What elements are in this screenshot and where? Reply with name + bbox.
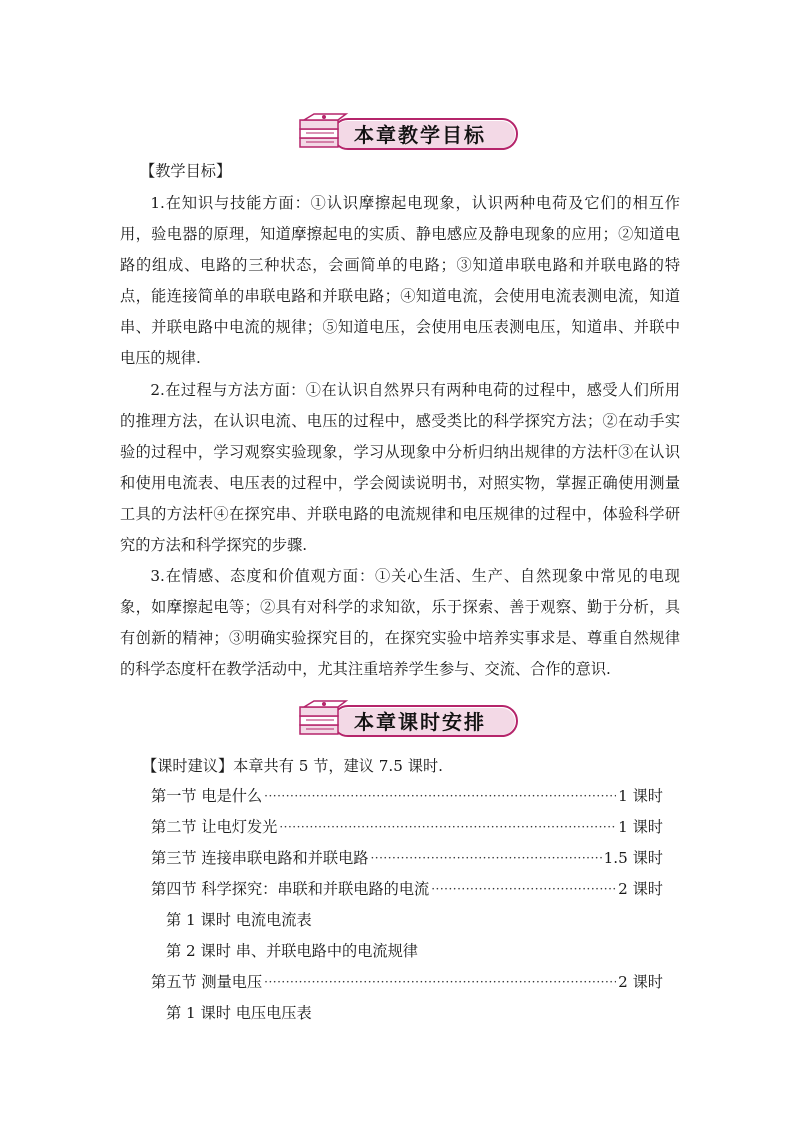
goals-paragraph-1: 1.在知识与技能方面：①认识摩擦起电现象，认识两种电荷及它们的相互作用，验电器的原理，知道摩擦起电的实质、静电感应及静电现象的应用；②知道电路的组成、电路的三种状态，会画简单的电路；③知道串联电路和并联电路的特点，能连接简单的串联电路和并联电路；④知道电流，会使用电流表测电流，知道串、并联电路中电流的规律；⑤知道电压，会使用电压表测电压，知道串、并联中电压的规律. xyxy=(120,194,680,367)
toc-row-3 xyxy=(151,843,663,874)
books-icon xyxy=(296,112,356,154)
toc-value: 1.5 课时 xyxy=(603,849,663,867)
toc-row-5 xyxy=(151,967,663,998)
toc-value: 2 课时 xyxy=(618,973,663,991)
toc-row-1 xyxy=(151,781,663,812)
toc-label: 第一节 电是什么 xyxy=(151,787,263,805)
toc-leader xyxy=(264,781,616,812)
toc-label: 第四节 科学探究：串联和并联电路的电流 xyxy=(151,880,430,898)
toc-value: 2 课时 xyxy=(618,880,663,898)
goals-paragraph-3: 3.在情感、态度和价值观方面：①关心生活、生产、自然现象中常见的电现象，如摩擦起电等；②具有对科学的求知欲，乐于探索、善于观察、勤于分析，具有创新的精神；③明确实验探究目的，在探究实验中培养实事求是、尊重自然规律的科学态度杆在教学活动中，尤其注重培养学生参与、交流、合作的意识. xyxy=(120,567,680,678)
toc-subrow-2: 第 2 课时 串、并联电路中的电流规律 xyxy=(166,942,418,960)
toc-label: 第三节 连接串联电路和并联电路 xyxy=(151,849,369,867)
toc-leader xyxy=(264,967,616,998)
toc-row-4 xyxy=(151,874,663,905)
toc-label: 第二节 让电灯发光 xyxy=(151,818,278,836)
toc-row-2 xyxy=(151,812,663,843)
banner-title: 本章教学目标 xyxy=(354,123,486,147)
banner-title: 本章课时安排 xyxy=(354,710,486,734)
schedule-suggestion: 【课时建议】本章共有 5 节，建议 7.5 课时. xyxy=(142,757,443,775)
toc-leader xyxy=(431,874,616,905)
toc-leader xyxy=(370,843,601,874)
toc-value: 1 课时 xyxy=(618,787,663,805)
goals-heading: 【教学目标】 xyxy=(140,162,232,180)
schedule-banner xyxy=(296,699,524,741)
toc-leader xyxy=(279,812,616,843)
books-icon xyxy=(296,699,356,741)
goals-banner xyxy=(296,112,524,154)
toc-subrow-1: 第 1 课时 电流电流表 xyxy=(166,911,312,929)
goals-paragraph-2: 2.在过程与方法方面：①在认识自然界只有两种电荷的过程中，感受人们所用的推理方法，在认识电流、电压的过程中，感受类比的科学探究方法；②在动手实验的过程中，学习观察实验现象，学习从现象中分析归纳出规律的方法杆③在认识和使用电流表、电压表的过程中，学会阅读说明书，对照实物，掌握正确使用测量工具的方法杆④在探究串、并联电路的电流规律和电压规律的过程中，体验科学研究的方法和科学探究的步骤. xyxy=(120,381,680,554)
toc-subrow-3: 第 1 课时 电压电压表 xyxy=(166,1004,312,1022)
toc-value: 1 课时 xyxy=(618,818,663,836)
toc-label: 第五节 测量电压 xyxy=(151,973,263,991)
